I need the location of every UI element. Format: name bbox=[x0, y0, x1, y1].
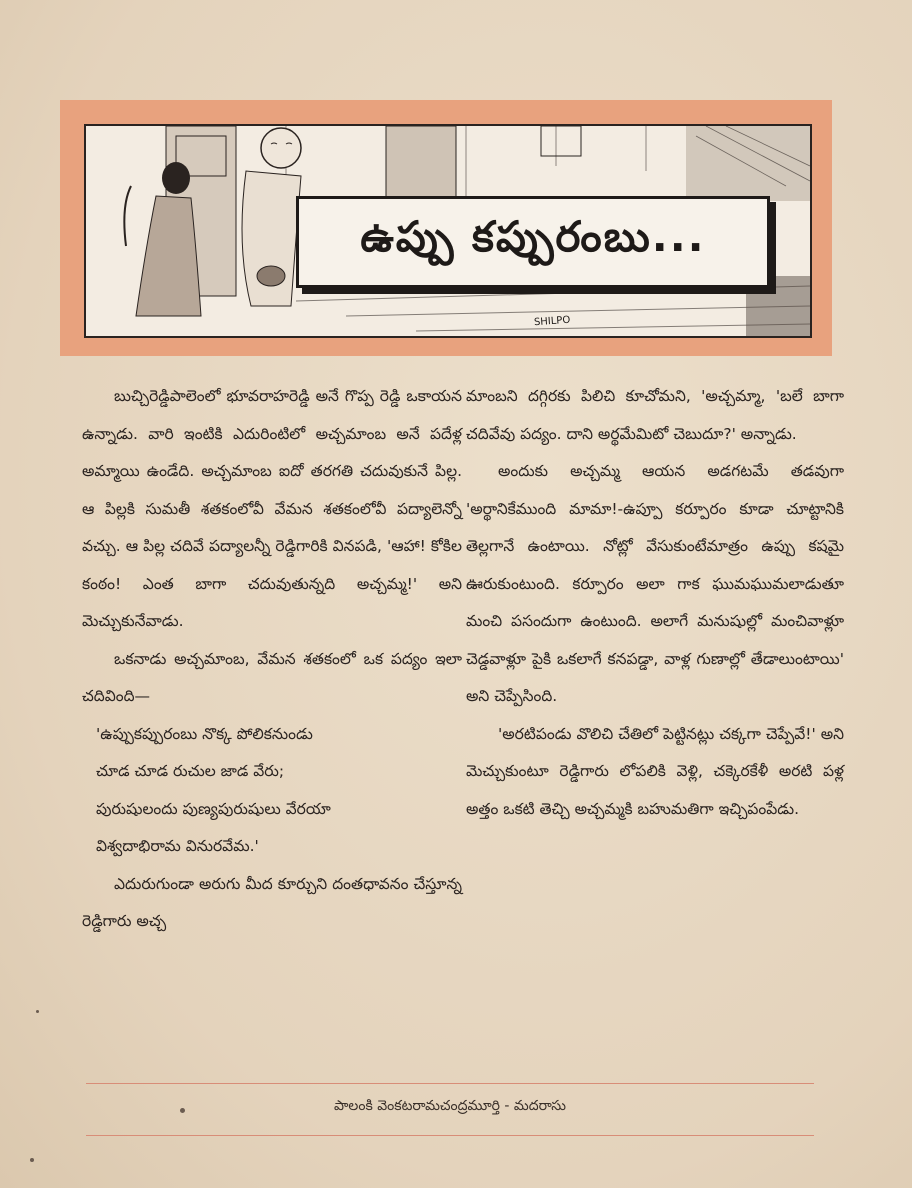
title-box bbox=[296, 196, 770, 288]
footer-rule-bottom bbox=[86, 1135, 814, 1136]
story-paragraph: బుచ్చిరెడ్డిపాలెంలో భూవరాహరెడ్డి అనే గొప్ప రెడ్డి ఒకాయన ఉన్నాడు. వారి ఇంటికి ఎదురింటిలో అచ్చమాంబ అనే పదేళ్ల అమ్మాయి ఉండేది. అచ్చమాంబ ఐదో తరగతి చదువుకునే పిల్ల. ఆ పిల్లకి సుమతీ శతకంలోవీ వేమన శతకంలోవీ పద్యాలెన్నో వచ్చు. ఆ పిల్ల చదివే పద్యాలన్నీ రెడ్డిగారికి వినపడి, 'ఆహా! కోకిల కంఠం! ఎంత బాగా చదువుతున్నది అచ్చమ్మ!' అని మెచ్చుకునేవాడు. bbox=[82, 387, 462, 630]
verse-line: చూడ చూడ రుచుల జాడ వేరు; bbox=[96, 762, 285, 780]
verse-line: 'ఉప్పుకప్పురంబు నొక్క పోలికనుండు bbox=[96, 724, 313, 743]
story-paragraph: అందుకు అచ్చమ్మ ఆయన అడగటమే తడవుగా 'అర్థానికేముంది మామా!-ఉప్పూ కర్పూరం కూడా చూట్టానికి తెల్లగానే ఉంటాయి. నోట్లో వేసుకుంటేమాత్రం ఉప్పు కషమై ఊరుకుంటుంది. కర్పూరం అలా గాక ఘుమఘుమలాడుతూ మంచి పసందుగా ఉంటుంది. అలాగే మనుషుల్లో మంచివాళ్లూ చెడ్డవాళ్లూ పైకి ఒకలాగే కనపడ్డా, వాళ్ల గుణాల్లో తేడాలుంటాయి' అని చెప్పేసింది. bbox=[466, 462, 844, 705]
story-column-left bbox=[82, 378, 462, 941]
poem-verse bbox=[82, 716, 462, 866]
story-paragraph: ఒకనాడు అచ్చమాంబ, వేమన శతకంలో ఒక పద్యం ఇలా చదివింది— bbox=[82, 649, 462, 705]
footer-rule-top bbox=[86, 1083, 814, 1084]
paper-speck bbox=[36, 1010, 39, 1013]
story-paragraph: 'అరటిపండు వొలిచి చేతిలో పెట్టినట్లు చక్కగా చెప్పేవే!' అని మెచ్చుకుంటూ రెడ్డిగారు లోపలికి వెళ్లి, చక్కెరకేళీ అరటి పళ్ల అత్తం ఒకటి తెచ్చి అచ్చమ్మకి బహుమతిగా ఇచ్చిపంపేడు. bbox=[466, 724, 844, 818]
paper-speck bbox=[180, 1108, 185, 1113]
paper-speck bbox=[30, 1158, 34, 1162]
story-paragraph: ఎదురుగుండా అరుగు మీద కూర్చుని దంతధావనం చేస్తూన్న రెడ్డిగారు అచ్చ bbox=[82, 874, 462, 930]
artist-signature: SHILPO bbox=[533, 314, 571, 329]
author-credit: పాలంకి వెంకటరామచంద్రమూర్తి - మదరాసు bbox=[334, 1098, 566, 1114]
story-banner bbox=[60, 100, 832, 356]
verse-line: పురుషులందు పుణ్యపురుషులు వేరయా bbox=[96, 799, 331, 818]
verse-line: విశ్వదాభిరామ వినురవేమ.' bbox=[96, 837, 259, 855]
banner-illustration bbox=[84, 124, 812, 338]
story-paragraph: మాంబని దగ్గిరకు పిలిచి కూచోమని, 'అచ్చమ్మా, 'బలే బాగా చదివేవు పద్యం. దాని అర్థమేమిటో చెబుదూ?' అన్నాడు. bbox=[466, 387, 844, 443]
story-title: ఉప్పు కప్పురంబు... bbox=[360, 212, 706, 261]
story-column-right bbox=[466, 378, 844, 828]
